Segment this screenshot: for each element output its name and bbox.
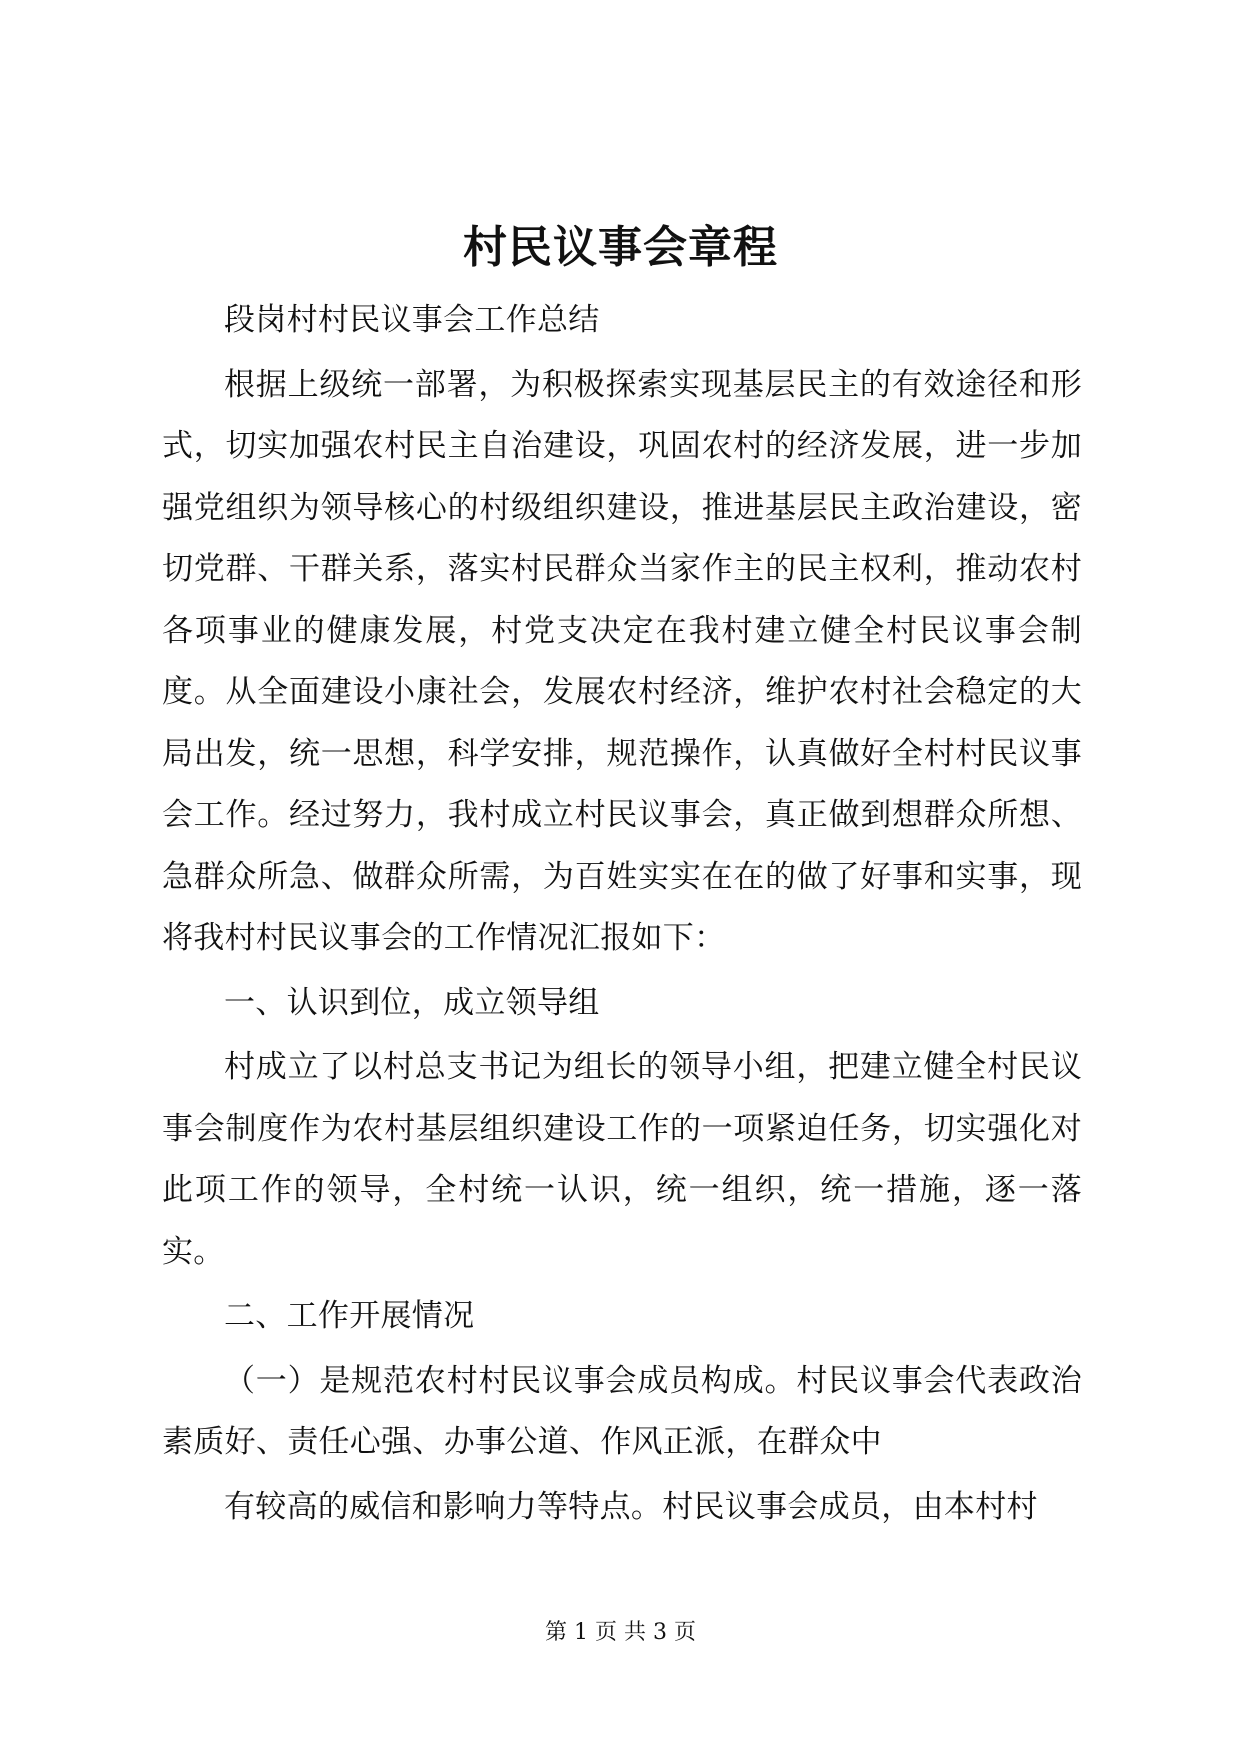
section-heading-2: 二、工作开展情况 (224, 1298, 475, 1334)
paragraph-section-2-1: （一）是规范农村村民议事会成员构成。村民议事会代表政治素质好、责任心强、办事公道、作风正派，在群众中 (162, 1362, 1082, 1460)
page-number-footer: 第 1 页 共 3 页 (545, 1620, 696, 1645)
document-body (162, 290, 1082, 1541)
paragraph-subtitle: 段岗村村民议事会工作总结 (224, 302, 600, 338)
document-title: 村民议事会章程 (463, 222, 778, 273)
paragraph-section-2-2: 有较高的威信和影响力等特点。村民议事会成员，由本村村 (224, 1488, 1038, 1525)
section-heading-1: 一、认识到位，成立领导组 (224, 984, 600, 1021)
paragraph-section-1: 村成立了以村总支书记为组长的领导小组，把建立健全村民议事会制度作为农村基层组织建设工作的一项紧迫任务，切实强化对此项工作的领导，全村统一认识，统一组织，统一措施，逐一落实。 (162, 1049, 1082, 1270)
paragraph-intro: 根据上级统一部署，为积极探索实现基层民主的有效途径和形式，切实加强农村民主自治建设，巩固农村的经济发展，进一步加强党组织为领导核心的村级组织建设，推进基层民主政治建设，密切党群、干群关系，落实村民群众当家作主的民主权利，推动农村各项事业的健康发展，村党支决定在我村建立健全村民议事会制度。从全面建设小康社会，发展农村经济，维护农村社会稳定的大局出发，统一思想，科学安排，规范操作，认真做好全村村民议事会工作。经过努力，我村成立村民议事会，真正做到想群众所想、急群众所急、做群众所需，为百姓实实在在的做了好事和实事，现将我村村民议事会的工作情况汇报如下： (162, 366, 1082, 956)
